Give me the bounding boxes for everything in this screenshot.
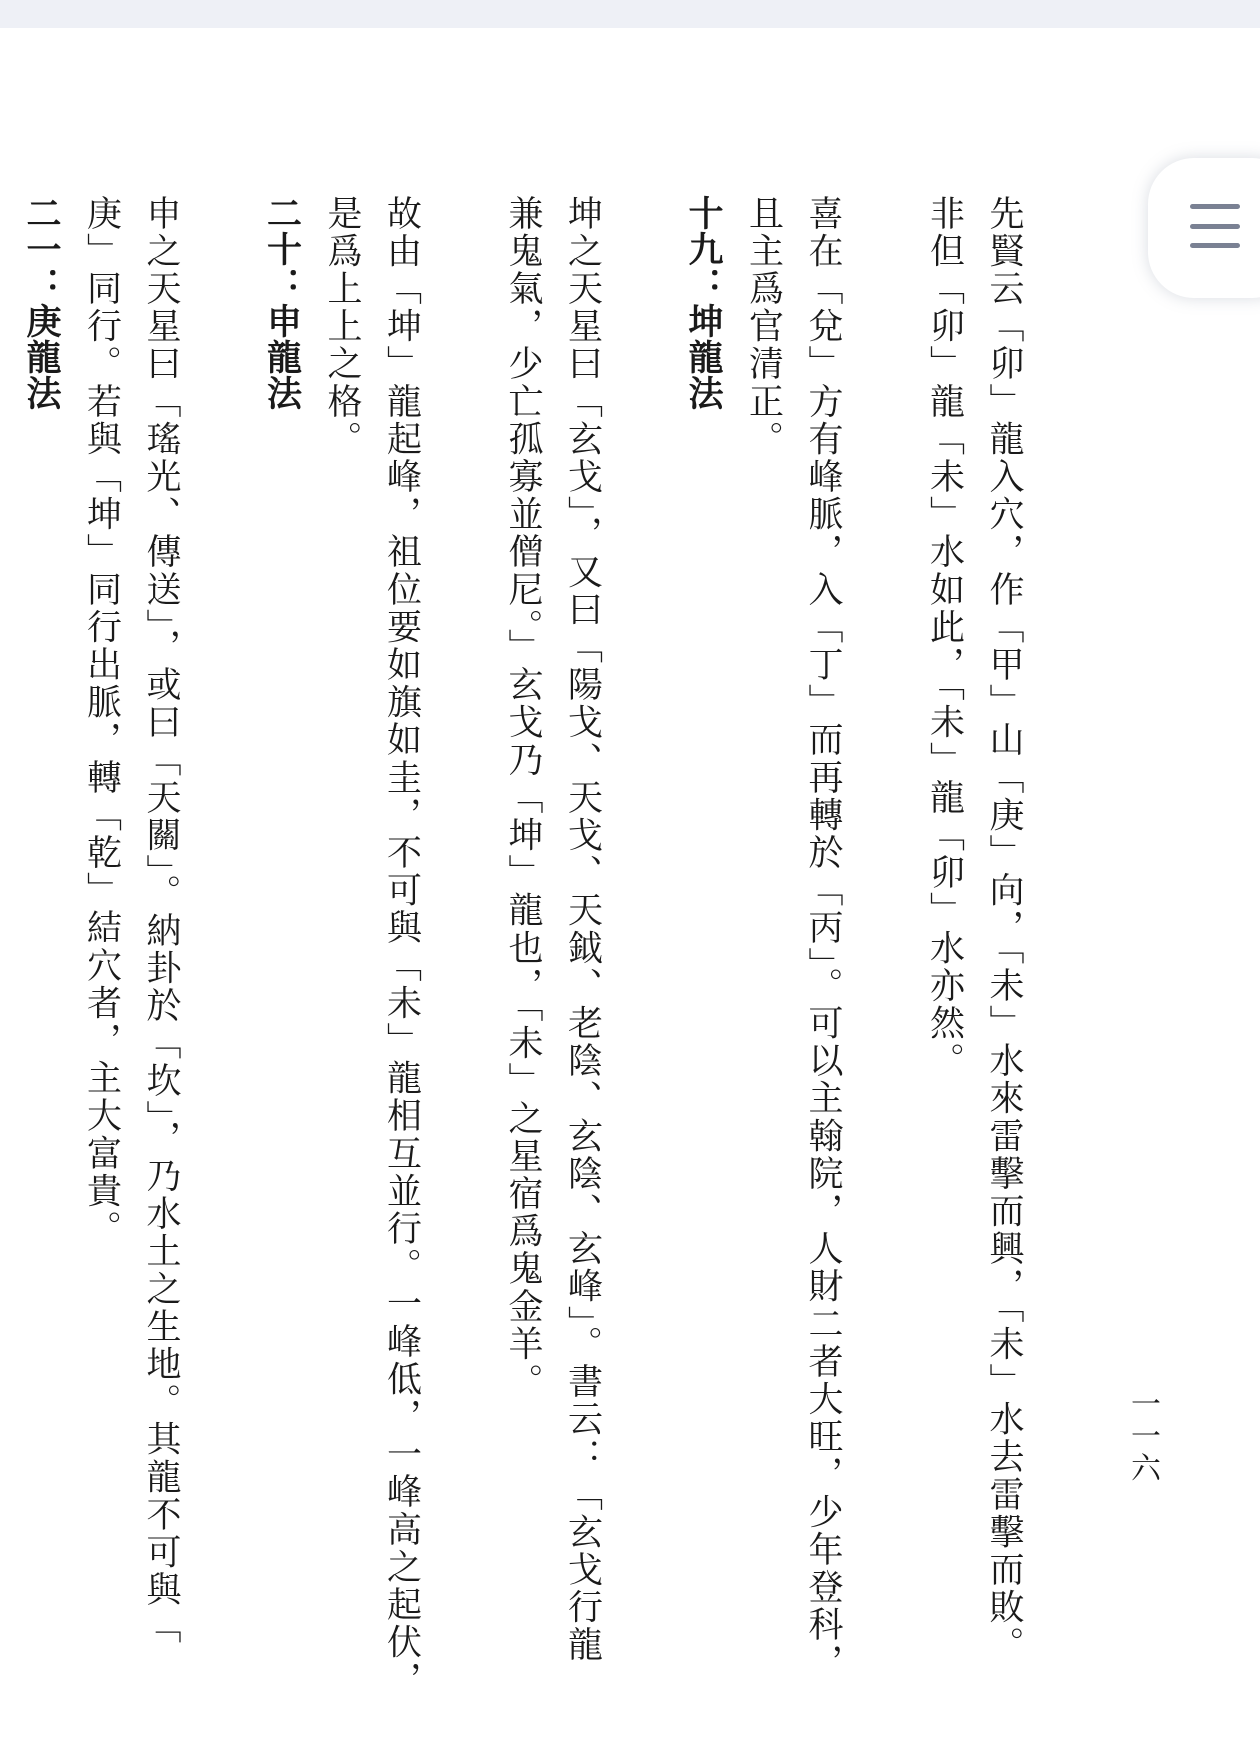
section-heading: 十九：坤龍法 xyxy=(683,195,724,411)
section-heading: 二十：申龍法 xyxy=(261,195,303,411)
text-column: 先賢云「卯」龍入穴，作「甲」山「庚」向，「未」水來雷擊而興，「未」水去雷擊而敗。 xyxy=(984,195,1024,1664)
text-column: 且主爲官清正。 xyxy=(743,195,784,459)
text-column xyxy=(0,195,12,1635)
text-column: 兼鬼氣，少亡孤寡並僧尼。」玄戈乃「坤」龍也，「未」之星宿爲鬼金羊。 xyxy=(503,195,543,1401)
text-column: 是爲上上之格。 xyxy=(322,195,362,459)
menu-button[interactable] xyxy=(1148,158,1260,298)
vertical-text-body xyxy=(0,195,1095,1699)
text-column: 故由「坤」龍起峰，祖位要如旗如圭，不可與「未」龍相互並行。一峰低，一峰高之起伏， xyxy=(381,195,422,1699)
text-column: 喜在「兌」方有峰脈，入「丁」而再轉於「丙」。可以主翰院，人財二者大旺，少年登科， xyxy=(803,195,843,1682)
top-band xyxy=(0,0,1260,28)
text-column: 庚」同行。若與「坤」同行出脈，轉「乾」結穴者，主大富貴。 xyxy=(81,195,122,1248)
section-heading: 二一：庚龍法 xyxy=(21,195,62,411)
text-column: 非但「卯」龍「未」水如此，「未」龍「卯」水亦然。 xyxy=(924,195,965,1080)
hamburger-menu-icon xyxy=(1190,204,1240,248)
page-number: 一一六 xyxy=(1125,1388,1160,1484)
text-column: 申之天星曰「瑤光、傳送」，或曰「天關」。納卦於「坎」，乃水土之生地。其龍不可與「 xyxy=(141,195,181,1647)
text-column: 坤之天星曰「玄戈」，又曰「陽戈、天戈、天鉞、老陰、玄陰、玄峰」。書云：「玄戈行龍 xyxy=(562,195,603,1664)
